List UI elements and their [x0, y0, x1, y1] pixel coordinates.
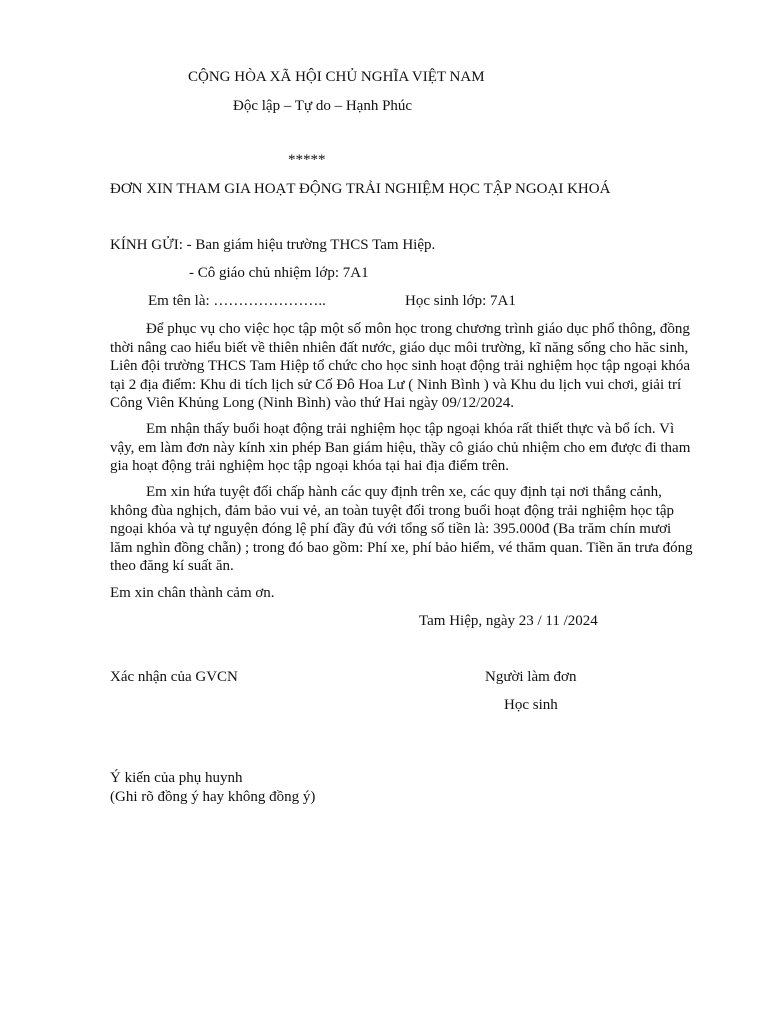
- paragraph-request-text: Em nhận thấy buổi hoạt động trải nghiệm học tập ngoại khóa rất thiết thực và bổ ích. Vì vậy, em làm đơn này kính xin phép Ban giám hiệu, thầy cô giáo chủ nhiệm cho em được đi tham gia hoạt động trải nghiệm học tập ngoại khóa tại hai địa điểm trên.: [110, 421, 691, 474]
- star-separator: *****: [288, 152, 326, 168]
- paragraph-commitment-text: Em xin hứa tuyệt đối chấp hành các quy định trên xe, các quy định tại nơi thắng cảnh, không đùa nghịch, đảm bảo vui vẻ, an toàn tuyệt đối trong buổi hoạt động trải nghiệm học tập ngoại khóa và tự nguyện đóng lệ phí đầy đủ với tổng số tiền là: 395.000đ (Ba trăm chín mươi lăm nghìn đồng chẵn) ; trong đó bao gồm: Phí xe, phí bảo hiểm, vé thăm quan. Tiền ăn trưa đóng theo đăng kí suất ăn.: [110, 484, 693, 574]
- paragraph-commitment: [110, 483, 695, 576]
- parent-opinion-label: Ý kiến của phụ huynh: [110, 770, 243, 786]
- paragraph-request: [110, 420, 695, 476]
- closing-thanks: Em xin chân thành cảm ơn.: [110, 585, 275, 601]
- recipient-line-2: - Cô giáo chủ nhiệm lớp: 7A1: [189, 265, 369, 281]
- applicant-label: Người làm đơn: [485, 669, 577, 685]
- student-name-field: Em tên là: …………………..: [148, 293, 326, 309]
- teacher-confirmation-label: Xác nhận của GVCN: [110, 669, 238, 685]
- date-line: Tam Hiệp, ngày 23 / 11 /2024: [419, 613, 598, 629]
- student-class: Học sinh lớp: 7A1: [405, 293, 516, 309]
- applicant-role: Học sinh: [504, 697, 558, 713]
- country-heading: CỘNG HÒA XÃ HỘI CHỦ NGHĨA VIỆT NAM: [188, 69, 485, 85]
- document-title: ĐƠN XIN THAM GIA HOẠT ĐỘNG TRẢI NGHIỆM HỌC TẬP NGOẠI KHOÁ: [110, 181, 611, 197]
- recipient-line-1: KÍNH GỬI: - Ban giám hiệu trường THCS Tam Hiệp.: [110, 237, 436, 253]
- motto-heading: Độc lập – Tự do – Hạnh Phúc: [233, 98, 413, 114]
- parent-opinion-note: (Ghi rõ đồng ý hay không đồng ý): [110, 789, 316, 805]
- paragraph-purpose-text: Để phục vụ cho việc học tập một số môn học trong chương trình giáo dục phổ thông, đồng thời nâng cao hiểu biết về thiên nhiên đất nước, giáo dục môi trường, kĩ năng sống cho hăc sinh, Liên đội trường THCS Tam Hiệp tổ chức cho học sinh hoạt động trải nghiệm học tập ngoại khóa tại 2 địa điểm: Khu di tích lịch sử Cố Đô Hoa Lư ( Ninh Bình ) và Khu du lịch vui chơi, giải trí Công Viên Khủng Long (Ninh Bình) vào thứ Hai ngày 09/12/2024.: [110, 321, 690, 411]
- paragraph-purpose: [110, 320, 695, 413]
